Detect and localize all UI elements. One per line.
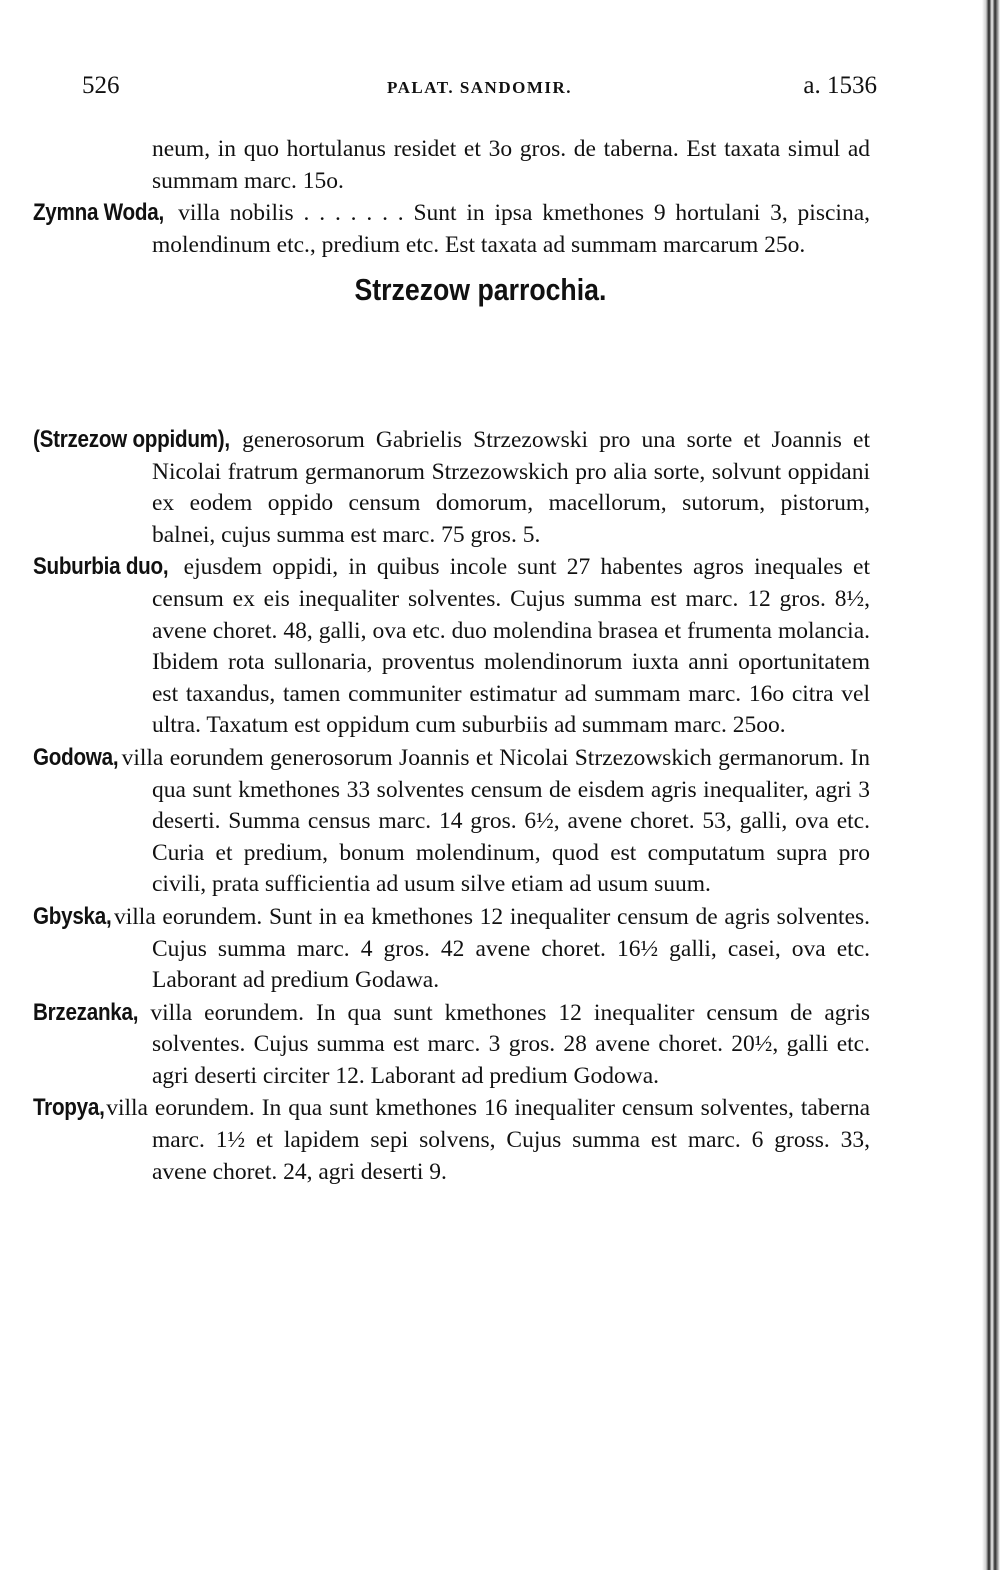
year-label: a. 1536 xyxy=(803,72,877,99)
entry-headword: Suburbia duo, xyxy=(32,553,169,581)
entry-text: villa eorundem. In qua sunt kmethones 16 inequaliter censum solventes, taberna marc. 1½ et lapidem sepi solvens, Cujus summa est marc. 6 gross. 33, avene choret. 24, agri deserti 9. xyxy=(106,1095,871,1185)
page-number: 526 xyxy=(82,72,120,99)
entry-headword: Tropya, xyxy=(32,1094,105,1122)
entry-gbyska xyxy=(32,901,871,997)
entry-tropya xyxy=(32,1092,871,1188)
continuation-paragraph: neum, in quo hortulanus residet et 3o gros. de taberna. Est taxata simul ad summam marc. 15o. xyxy=(152,136,870,194)
entry-godowa xyxy=(32,742,870,901)
entry-headword: Godowa, xyxy=(32,743,119,771)
entry-strzezow-oppidum xyxy=(32,424,871,551)
entry-brzezanka xyxy=(32,997,871,1093)
entry-suburbia-duo xyxy=(32,551,871,742)
section-title: Strzezow parrochia. xyxy=(354,272,606,307)
running-title: PALAT. SANDOMIR. xyxy=(386,78,573,97)
entry-headword: (Strzezow oppidum), xyxy=(32,426,230,453)
entry-text: ejusdem oppidi, in quibus incole sunt 27 habentes agros inequales et censum ex eis inequaliter solventes. Cujus summa est marc. 12 gros. 8½, avene choret. 48, galli, ova etc. duo molendina brasea et frumenta molancia. Ibidem rota sullonaria, proventus molendinorum iuxta anni oportunitatem est taxandus, tamen communiter estimatur ad summam marc. 16o citra vel ultra. Taxatum est oppidum cum suburbiis ad summam marc. 25oo. xyxy=(152,554,871,739)
entry-text: villa eorundem generosorum Joannis et Nicolai Strzezowskich germanorum. In qua sunt kmethones 33 solventes censum de eisdem agris inequaliter, agri 3 deserti. Summa census marc. 14 gros. 6½, avene choret. 53, galli, ova etc. Curia et predium, bonum molendinum, quod est computatum supra pro civili, prata sufficientia ad usum silve etiam ad usum suum. xyxy=(121,744,870,898)
entry-text: villa eorundem. Sunt in ea kmethones 12 inequaliter censum de agris solventes. Cujus summa marc. 4 gros. 42 avene choret. 16½ galli, casei, ova etc. Laborant ad predium Godawa. xyxy=(113,903,871,994)
book-binding-edge xyxy=(982,0,1000,1570)
top-entries xyxy=(32,134,870,261)
entry-text: generosorum Gabrielis Strzezowski pro una sorte et Joannis et Nicolai fratrum germanorum Strzezowskich pro alia sorte, solvunt oppidani ex eodem oppido censum domorum, macellorum, sutorum, pistorum, balnei, cujus summa est marc. 75 gros. 5. xyxy=(152,427,871,548)
page-header xyxy=(82,72,877,108)
entries-list xyxy=(32,424,871,1188)
entry-text: villa nobilis . . . . . . . Sunt in ipsa kmethones 9 hortulani 3, piscina, molendinum etc., predium etc. Est taxata ad summam marcarum 25o. xyxy=(152,200,870,258)
entry-headword: Gbyska, xyxy=(32,902,112,930)
entry-headword: Brzezanka, xyxy=(32,998,139,1026)
entry-zymna-woda xyxy=(32,197,870,261)
entry-headword: Zymna Woda, xyxy=(32,199,164,227)
entry-text: villa eorundem. In qua sunt kmethones 12 inequaliter censum de agris solventes. Cujus summa est marc. 3 gros. 28 avene choret. 20½, galli etc. agri deserti circiter 12. Laborant ad predium Godowa. xyxy=(150,999,871,1089)
